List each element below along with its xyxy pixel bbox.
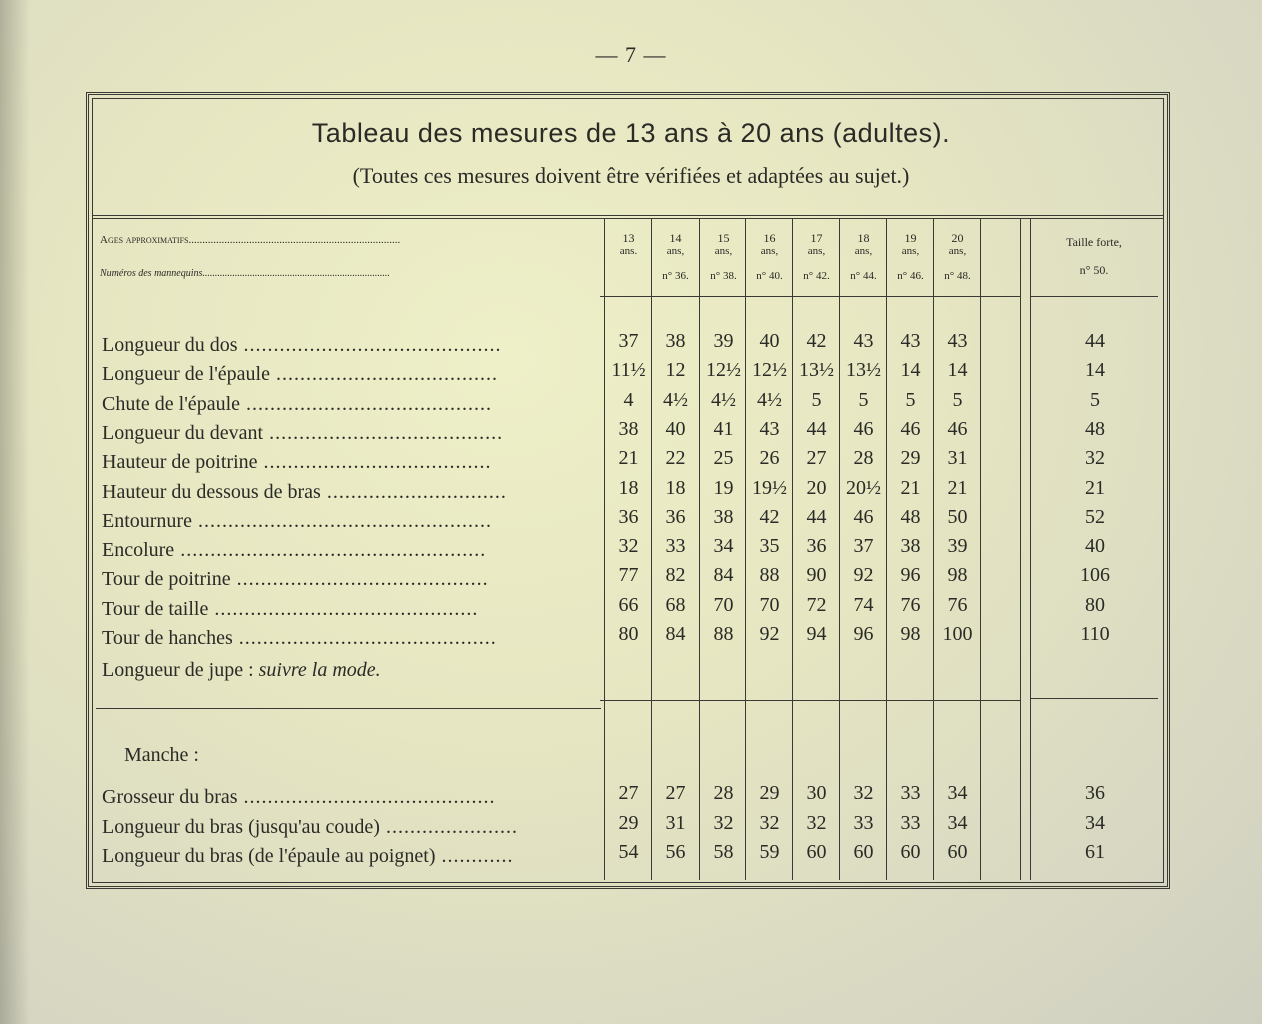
row-label: Longueur du devant ....................................... [102, 421, 504, 444]
taille-forte-cell: 110 [1080, 623, 1110, 645]
value-cell: 14 [900, 359, 921, 382]
value-cell: 4½ [663, 388, 688, 411]
value-cell: 32 [713, 811, 734, 834]
value-cell: 44 [806, 505, 827, 528]
value-cell: 35 [759, 535, 780, 558]
value-cell: 43 [947, 330, 968, 352]
value-cell: 88 [713, 623, 734, 645]
value-cell: 46 [947, 417, 968, 440]
value-cell: 33 [900, 811, 921, 834]
value-cell: 30 [806, 782, 827, 804]
column-mannequin-number: n° 38. [710, 270, 737, 282]
value-cell: 32 [853, 782, 874, 804]
taille-forte-cell: 5 [1090, 388, 1100, 411]
row-label: Longueur du bras (de l'épaule au poignet) ............ [102, 845, 514, 867]
column-mannequin-number: n° 36. [662, 270, 689, 282]
value-cell: 88 [759, 564, 780, 587]
value-cell: 40 [665, 417, 686, 440]
value-cell: 21 [618, 447, 639, 470]
value-cell: 72 [806, 593, 827, 616]
column-unit: ans, [666, 245, 685, 257]
value-cell: 33 [853, 811, 874, 834]
value-cell: 70 [713, 593, 734, 616]
value-cell: 84 [713, 564, 734, 587]
value-cell: 12 [665, 359, 686, 382]
value-cell: 13½ [799, 359, 834, 382]
value-cell: 38 [665, 330, 686, 352]
value-cell: 26 [759, 447, 780, 470]
section-rule-tf [1030, 698, 1158, 699]
value-cell: 46 [853, 417, 874, 440]
value-cell: 18 [665, 476, 686, 499]
value-cell: 60 [900, 841, 921, 863]
taille-forte-cell: 80 [1085, 593, 1105, 616]
manche-title: Manche : [124, 744, 199, 766]
value-cell: 38 [618, 417, 639, 440]
value-cell: 90 [806, 564, 827, 587]
value-cell: 4 [623, 388, 634, 411]
column-unit: ans, [714, 245, 733, 257]
value-cell: 19 [713, 476, 734, 499]
value-cell: 54 [618, 841, 639, 863]
value-cell: 32 [806, 811, 827, 834]
value-cell: 66 [618, 593, 639, 616]
column-mannequin-number: n° 44. [850, 270, 877, 282]
value-cell: 48 [900, 505, 921, 528]
taille-forte-cell: 44 [1085, 330, 1105, 352]
column-age: 20 [951, 231, 964, 245]
value-cell: 19½ [752, 476, 787, 499]
value-cell: 96 [900, 564, 921, 587]
column-age: 13 [622, 231, 635, 245]
value-cell: 50 [947, 505, 968, 528]
value-cell: 36 [618, 505, 639, 528]
column-age: 15 [717, 231, 730, 245]
page-subtitle: (Toutes ces mesures doivent être vérifiées et adaptées au sujet.) [352, 163, 910, 188]
value-cell: 74 [853, 593, 874, 616]
value-cell: 20½ [846, 476, 881, 499]
page-number: — 7 — [595, 42, 667, 67]
value-cell: 14 [947, 359, 968, 382]
value-cell: 34 [947, 811, 968, 834]
value-cell: 25 [713, 447, 734, 470]
jupe-row: Longueur de jupe : suivre la mode. [102, 659, 381, 681]
value-cell: 98 [947, 564, 968, 587]
value-cell: 80 [618, 623, 639, 645]
column-unit: ans, [807, 245, 826, 257]
value-cell: 43 [853, 330, 874, 352]
header-bottom-rule-tf [1030, 296, 1158, 297]
value-cell: 31 [665, 811, 686, 834]
row-label: Longueur de l'épaule ..................................... [102, 363, 498, 386]
value-cell: 20 [806, 476, 827, 499]
value-cell: 76 [900, 593, 921, 616]
row-label: Longueur du bras (jusqu'au coude) ...................... [102, 815, 518, 838]
column-unit: ans. [619, 245, 638, 257]
column-age: 17 [810, 231, 823, 245]
column-header [605, 232, 652, 258]
value-cell: 38 [713, 505, 734, 528]
value-cell: 60 [806, 841, 827, 863]
taille-forte-cell: 36 [1085, 782, 1105, 804]
value-cell: 22 [665, 447, 686, 470]
value-cell: 39 [947, 535, 968, 558]
value-cell: 92 [759, 623, 780, 645]
row-label: Tour de taille ............................................ [102, 597, 479, 620]
value-cell: 12½ [706, 359, 741, 382]
value-cell: 31 [947, 447, 968, 470]
column-header [793, 231, 840, 282]
value-cell: 94 [806, 623, 827, 645]
row-label: Tour de hanches ........................................... [102, 627, 497, 649]
taille-forte-cell: 32 [1085, 447, 1105, 470]
column-mannequin-number: n° 46. [897, 270, 924, 282]
value-cell: 43 [900, 330, 921, 352]
value-cell: 42 [759, 505, 780, 528]
value-cell: 37 [618, 330, 639, 352]
value-cell: 36 [806, 535, 827, 558]
value-cell: 28 [713, 782, 734, 804]
row-label: Tour de poitrine .......................................... [102, 568, 489, 591]
column-mannequin-number: n° 42. [803, 270, 830, 282]
value-cell: 33 [900, 782, 921, 804]
value-cell: 18 [618, 476, 639, 499]
value-cell: 29 [618, 811, 639, 834]
value-cell: 29 [900, 447, 921, 470]
taille-forte-cell: 14 [1085, 359, 1105, 382]
value-cell: 32 [759, 811, 780, 834]
header-top-rule [92, 215, 1164, 216]
value-cell: 68 [665, 593, 686, 616]
value-cell: 70 [759, 593, 780, 616]
column-age: 14 [669, 231, 682, 245]
taille-forte-cell: 61 [1085, 841, 1105, 863]
taille-forte-cell: 106 [1080, 564, 1110, 587]
value-cell: 60 [947, 841, 968, 863]
value-cell: 4½ [711, 388, 736, 411]
value-cell: 60 [853, 841, 874, 863]
taille-forte-header: Taille forte, n° 50. [1066, 235, 1122, 277]
value-cell: 46 [900, 417, 921, 440]
row-label: Grosseur du bras .......................................... [102, 786, 496, 808]
value-cell: 34 [713, 535, 734, 558]
row-label: Hauteur du dessous de bras .............................. [102, 480, 507, 503]
value-cell: 12½ [752, 359, 787, 382]
taille-forte-cell: 40 [1085, 535, 1105, 558]
value-cell: 77 [618, 564, 639, 587]
value-cell: 13½ [846, 359, 881, 382]
value-cell: 42 [806, 330, 827, 352]
value-cell: 33 [665, 535, 686, 558]
value-cell: 38 [900, 535, 921, 558]
value-cell: 5 [905, 388, 916, 411]
value-cell: 96 [853, 623, 874, 645]
value-cell: 56 [665, 841, 686, 863]
value-cell: 21 [900, 476, 921, 499]
header-bottom-rule [600, 296, 1020, 297]
column-mannequin-number: n° 48. [944, 270, 971, 282]
value-cell: 43 [759, 417, 780, 440]
column-unit: ans, [901, 245, 920, 257]
ages-label: Ages approximatifs............................................................................. [100, 234, 401, 246]
value-cell: 27 [618, 782, 639, 804]
row-label: Hauteur de poitrine ...................................... [102, 451, 492, 474]
value-cell: 59 [759, 841, 780, 863]
value-cell: 36 [665, 505, 686, 528]
value-cell: 82 [665, 564, 686, 587]
row-label: Longueur du dos ........................................... [102, 334, 502, 356]
taille-forte-cell: 34 [1085, 811, 1105, 834]
value-cell: 5 [858, 388, 869, 411]
row-label: Entournure ................................................. [102, 509, 492, 532]
column-unit: ans, [760, 245, 779, 257]
value-cell: 92 [853, 564, 874, 587]
column-age: 16 [763, 231, 776, 245]
value-cell: 11½ [611, 359, 646, 382]
section-rule-cols [600, 700, 1020, 701]
value-cell: 32 [618, 535, 639, 558]
value-cell: 21 [947, 476, 968, 499]
column-header [887, 231, 934, 282]
column-age: 19 [904, 231, 917, 245]
value-cell: 37 [853, 535, 874, 558]
value-cell: 84 [665, 623, 686, 645]
taille-forte-cell: 48 [1085, 417, 1105, 440]
value-cell: 46 [853, 505, 874, 528]
value-cell: 41 [713, 417, 734, 440]
column-unit: ans, [948, 245, 967, 257]
column-unit: ans, [854, 245, 873, 257]
value-cell: 5 [811, 388, 822, 411]
value-cell: 98 [900, 623, 921, 645]
column-header [700, 231, 747, 282]
value-cell: 76 [947, 593, 968, 616]
value-cell: 34 [947, 782, 968, 804]
taille-forte-cell: 52 [1085, 505, 1105, 528]
column-header [746, 231, 793, 282]
value-cell: 39 [713, 330, 734, 352]
value-cell: 58 [713, 841, 734, 863]
column-mannequin-number: n° 40. [756, 270, 783, 282]
mannequins-label: Numéros des mannequins........................................................................... [100, 268, 390, 279]
value-cell: 28 [853, 447, 874, 470]
value-cell: 40 [759, 330, 780, 352]
column-header [652, 231, 699, 282]
column-age: 18 [857, 231, 870, 245]
taille-forte-cell: 21 [1085, 476, 1105, 499]
column-header [934, 231, 981, 282]
value-cell: 27 [665, 782, 686, 804]
value-cell: 4½ [757, 388, 782, 411]
value-cell: 100 [942, 623, 973, 645]
page-shadow [0, 0, 30, 1024]
row-label: Encolure ................................................... [102, 539, 487, 562]
page-title: Tableau des mesures de 13 ans à 20 ans (adultes). [311, 118, 951, 148]
value-cell: 27 [806, 447, 827, 470]
row-label: Chute de l'épaule ......................................... [102, 392, 492, 415]
header-top-rule-2 [92, 218, 1164, 219]
value-cell: 29 [759, 782, 780, 804]
section-rule-left [96, 708, 601, 709]
value-cell: 5 [952, 388, 963, 411]
column-header [840, 231, 887, 282]
value-cell: 44 [806, 417, 827, 440]
